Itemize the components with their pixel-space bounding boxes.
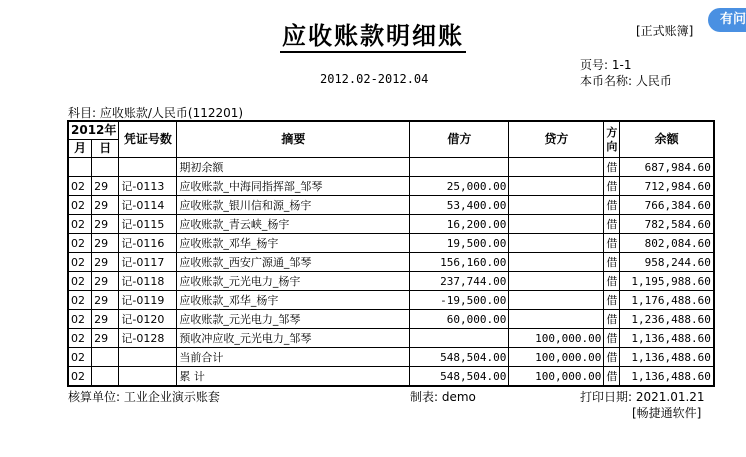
book-type-label: [正式账簿] [636, 24, 694, 38]
cell-voucher: 记-0113 [119, 177, 177, 196]
table-row [68, 348, 714, 367]
table-row [68, 253, 714, 272]
cell-direction: 借 [604, 329, 620, 348]
cell-credit [509, 272, 604, 291]
table-row [68, 329, 714, 348]
maker-label: 制表: demo [410, 390, 476, 404]
cell-credit: 100,000.00 [509, 367, 604, 387]
cell-summary: 应收账款_中海同指挥部_邹琴 [177, 177, 410, 196]
cell-balance: 958,244.60 [620, 253, 714, 272]
cell-direction: 借 [604, 196, 620, 215]
cell-direction: 借 [604, 158, 620, 177]
table-row [68, 272, 714, 291]
cell-direction: 借 [604, 348, 620, 367]
cell-summary: 应收账款_西安广源通_邹琴 [177, 253, 410, 272]
cell-voucher [119, 158, 177, 177]
cell-voucher: 记-0118 [119, 272, 177, 291]
cell-direction: 借 [604, 215, 620, 234]
cell-month: 02 [68, 329, 92, 348]
table-row [68, 367, 714, 387]
cell-voucher: 记-0116 [119, 234, 177, 253]
cell-credit [509, 291, 604, 310]
table-row [68, 291, 714, 310]
header-debit: 借方 [410, 121, 509, 158]
period-range: 2012.02-2012.04 [320, 72, 429, 86]
cell-balance: 1,195,988.60 [620, 272, 714, 291]
software-label: [畅捷通软件] [632, 406, 702, 420]
ledger-title: 应收账款明细账 [0, 16, 746, 51]
table-row [68, 158, 714, 177]
cell-voucher: 记-0120 [119, 310, 177, 329]
help-button[interactable]: 有问 [708, 8, 746, 32]
cell-credit: 100,000.00 [509, 329, 604, 348]
cell-balance: 1,136,488.60 [620, 348, 714, 367]
cell-balance: 712,984.60 [620, 177, 714, 196]
cell-debit: 19,500.00 [410, 234, 509, 253]
cell-balance: 1,136,488.60 [620, 367, 714, 387]
header-direction: 方向 [604, 121, 620, 158]
cell-month: 02 [68, 367, 92, 387]
table-row [68, 196, 714, 215]
cell-month: 02 [68, 253, 92, 272]
table-row [68, 234, 714, 253]
cell-voucher [119, 367, 177, 387]
cell-summary: 应收账款_邓华_杨宇 [177, 234, 410, 253]
cell-summary: 应收账款_邓华_杨宇 [177, 291, 410, 310]
accounting-unit: 核算单位: 工业企业演示账套 [68, 390, 220, 404]
cell-voucher: 记-0128 [119, 329, 177, 348]
cell-month: 02 [68, 310, 92, 329]
cell-debit: 548,504.00 [410, 348, 509, 367]
header-month: 月 [68, 140, 92, 158]
cell-month: 02 [68, 272, 92, 291]
cell-credit [509, 177, 604, 196]
cell-debit: 548,504.00 [410, 367, 509, 387]
cell-month: 02 [68, 291, 92, 310]
cell-credit: 100,000.00 [509, 348, 604, 367]
cell-direction: 借 [604, 177, 620, 196]
page-number: 页号: 1-1 [580, 58, 632, 72]
cell-debit: 53,400.00 [410, 196, 509, 215]
cell-day: 29 [92, 196, 119, 215]
cell-debit: 16,200.00 [410, 215, 509, 234]
cell-balance: 766,384.60 [620, 196, 714, 215]
cell-summary: 预收冲应收_元光电力_邹琴 [177, 329, 410, 348]
print-date: 打印日期: 2021.01.21 [580, 390, 705, 404]
cell-voucher: 记-0115 [119, 215, 177, 234]
cell-summary: 应收账款_元光电力_杨宇 [177, 272, 410, 291]
cell-credit [509, 196, 604, 215]
cell-day: 29 [92, 310, 119, 329]
cell-balance: 1,136,488.60 [620, 329, 714, 348]
cell-balance: 687,984.60 [620, 158, 714, 177]
cell-debit [410, 158, 509, 177]
cell-day [92, 367, 119, 387]
cell-direction: 借 [604, 310, 620, 329]
cell-debit: 156,160.00 [410, 253, 509, 272]
cell-voucher: 记-0114 [119, 196, 177, 215]
cell-summary: 当前合计 [177, 348, 410, 367]
table-row [68, 310, 714, 329]
cell-direction: 借 [604, 291, 620, 310]
cell-day [92, 348, 119, 367]
cell-balance: 1,236,488.60 [620, 310, 714, 329]
header-year: 2012年 [68, 121, 119, 140]
header-summary: 摘要 [177, 121, 410, 158]
header-balance: 余额 [620, 121, 714, 158]
cell-summary: 应收账款_银川信和源_杨宇 [177, 196, 410, 215]
cell-balance: 802,084.60 [620, 234, 714, 253]
header-voucher: 凭证号数 [119, 121, 177, 158]
subject-label: 科目: 应收账款/人民币(112201) [68, 106, 244, 120]
cell-day: 29 [92, 272, 119, 291]
cell-credit [509, 215, 604, 234]
cell-month: 02 [68, 348, 92, 367]
cell-direction: 借 [604, 367, 620, 387]
cell-credit [509, 158, 604, 177]
cell-day: 29 [92, 253, 119, 272]
cell-debit [410, 329, 509, 348]
cell-day [92, 158, 119, 177]
cell-day: 29 [92, 234, 119, 253]
cell-month: 02 [68, 177, 92, 196]
cell-credit [509, 253, 604, 272]
cell-voucher: 记-0117 [119, 253, 177, 272]
cell-day: 29 [92, 215, 119, 234]
cell-summary: 应收账款_元光电力_邹琴 [177, 310, 410, 329]
cell-day: 29 [92, 177, 119, 196]
cell-month: 02 [68, 215, 92, 234]
cell-debit: -19,500.00 [410, 291, 509, 310]
table-row [68, 177, 714, 196]
cell-debit: 25,000.00 [410, 177, 509, 196]
cell-balance: 782,584.60 [620, 215, 714, 234]
cell-month: 02 [68, 234, 92, 253]
cell-month [68, 158, 92, 177]
cell-debit: 237,744.00 [410, 272, 509, 291]
cell-day: 29 [92, 291, 119, 310]
currency-label: 本币名称: 人民币 [580, 74, 672, 88]
cell-voucher: 记-0119 [119, 291, 177, 310]
cell-summary: 累 计 [177, 367, 410, 387]
cell-summary: 应收账款_青云峡_杨宇 [177, 215, 410, 234]
cell-direction: 借 [604, 272, 620, 291]
ledger-table [67, 120, 715, 387]
header-credit: 贷方 [509, 121, 604, 158]
cell-direction: 借 [604, 253, 620, 272]
cell-day: 29 [92, 329, 119, 348]
cell-summary: 期初余额 [177, 158, 410, 177]
header-day: 日 [92, 140, 119, 158]
cell-credit [509, 234, 604, 253]
cell-direction: 借 [604, 234, 620, 253]
table-row [68, 215, 714, 234]
cell-credit [509, 310, 604, 329]
cell-month: 02 [68, 196, 92, 215]
cell-debit: 60,000.00 [410, 310, 509, 329]
cell-voucher [119, 348, 177, 367]
cell-balance: 1,176,488.60 [620, 291, 714, 310]
